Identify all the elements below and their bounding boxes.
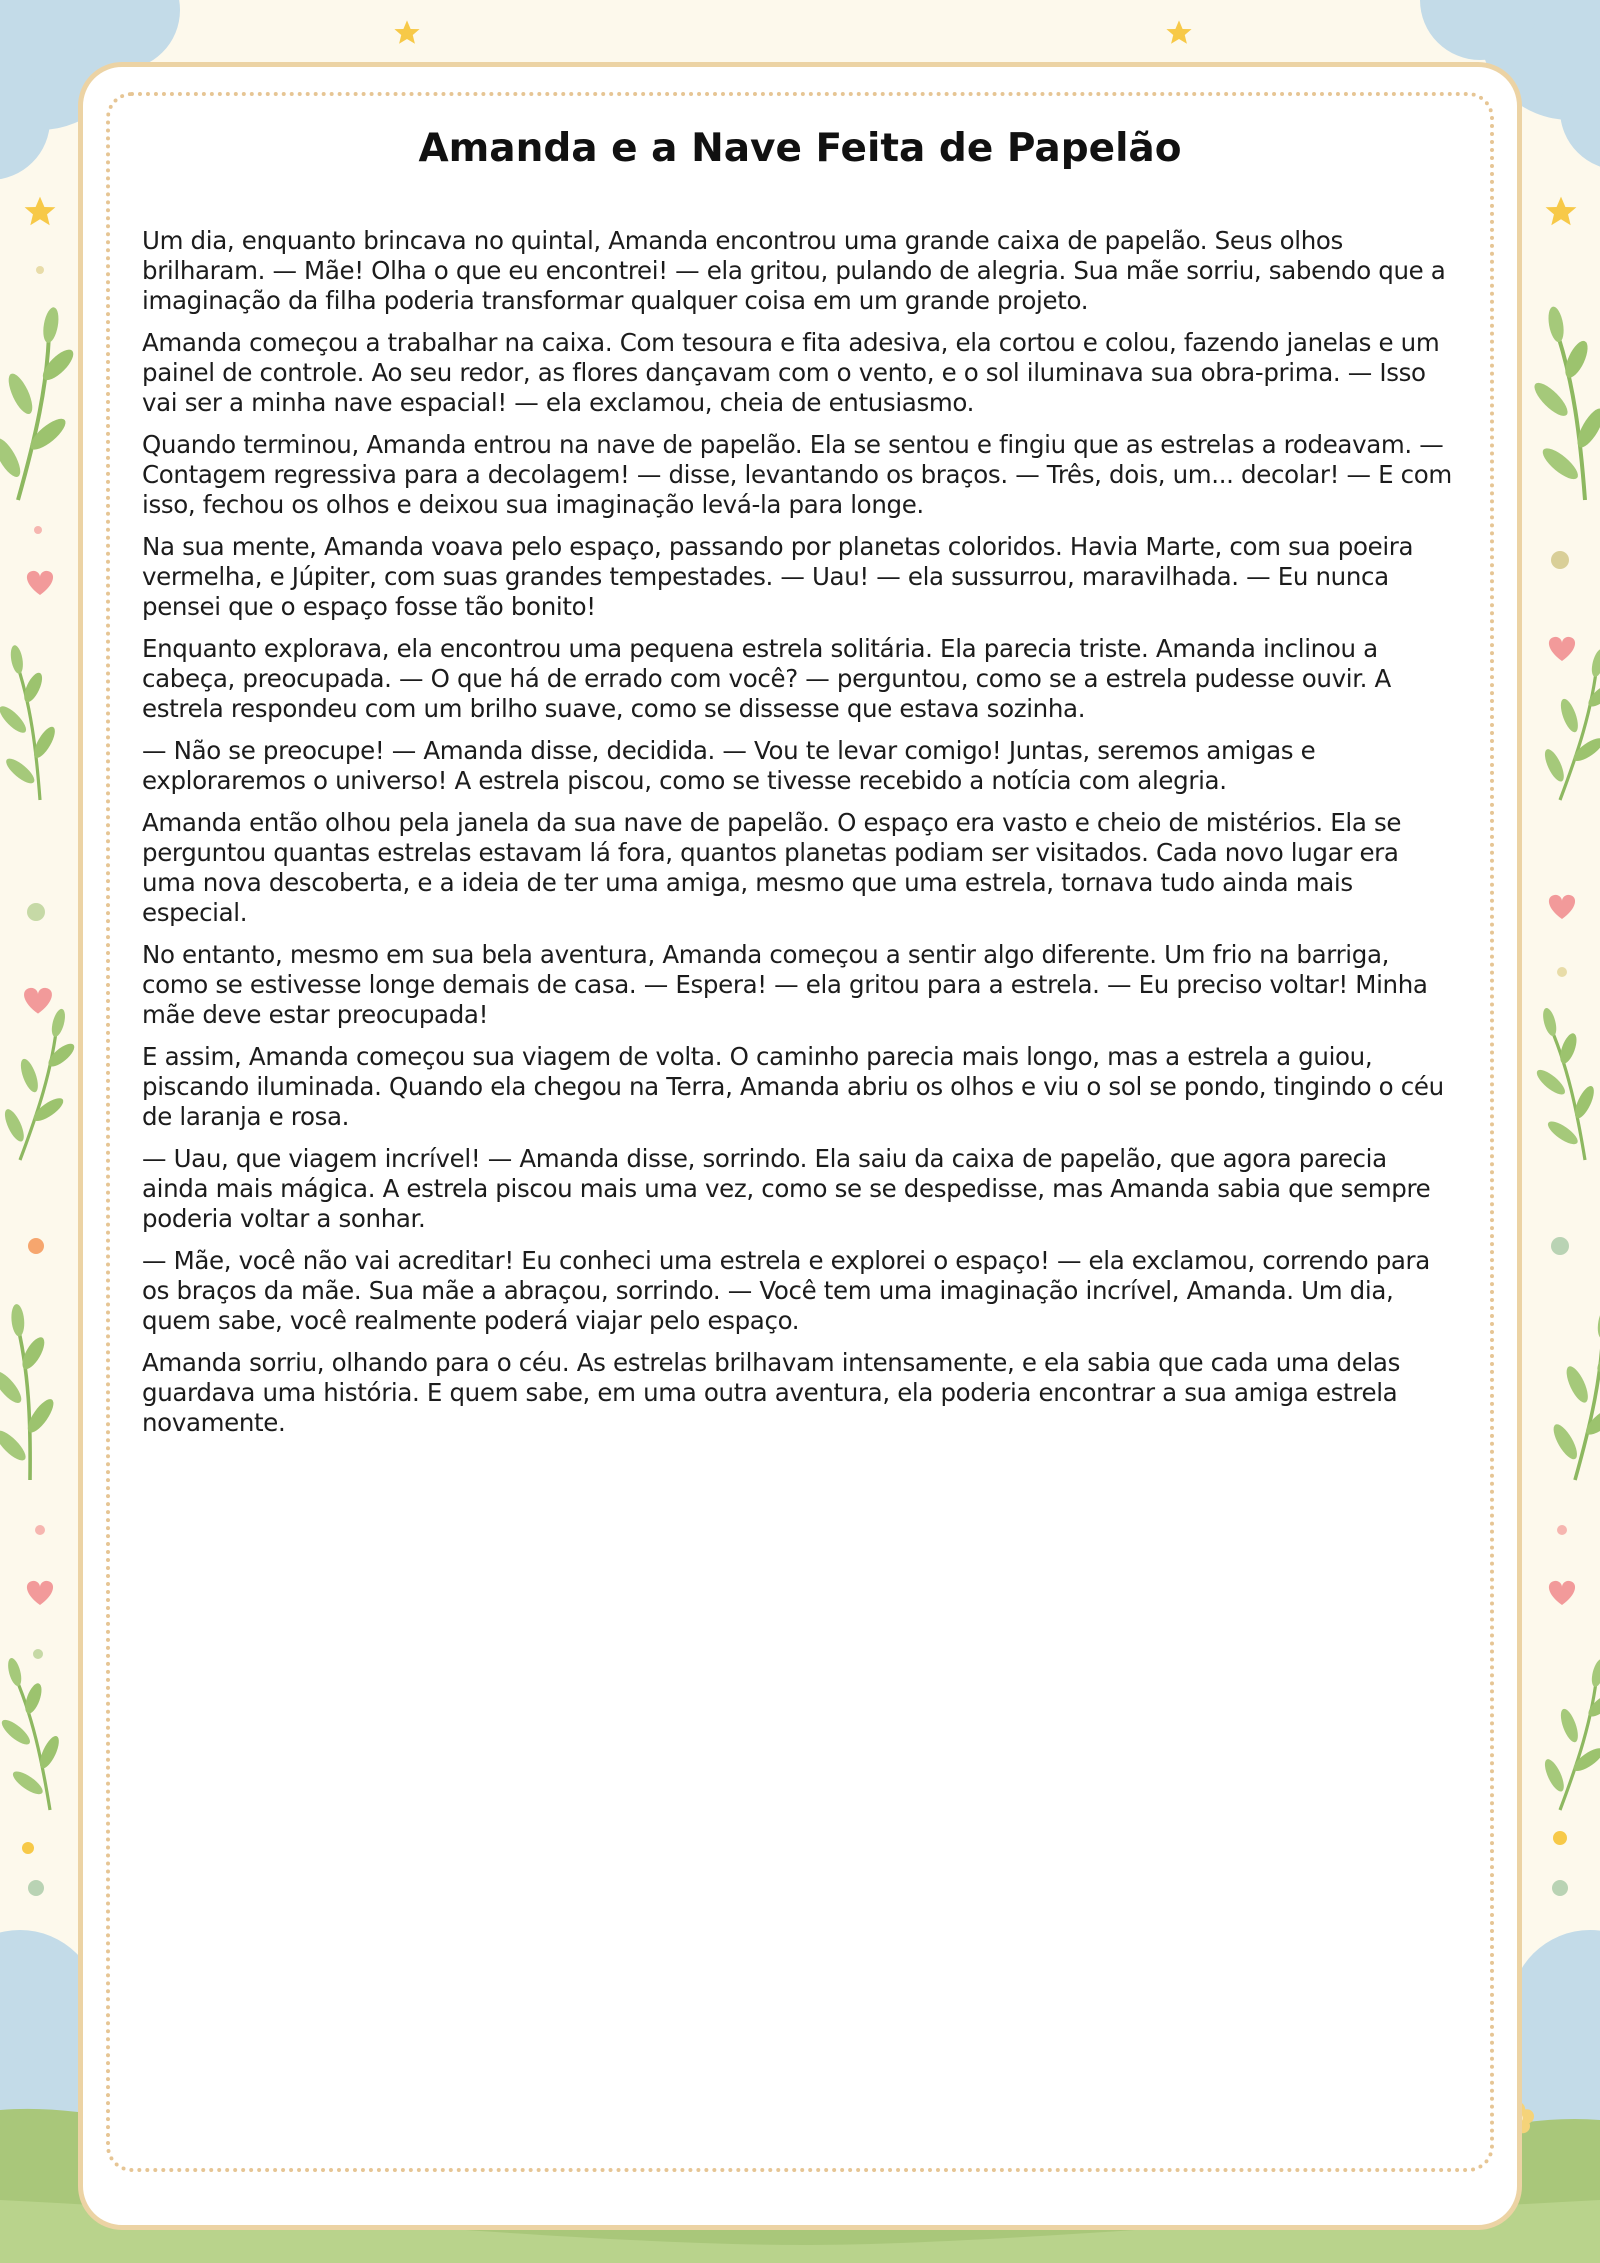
story-paragraph: — Mãe, você não vai acreditar! Eu conheci uma estrela e explorei o espaço! — ela exclamou, correndo para os braços da mãe. Sua mãe a abraçou, sorrindo. — Você tem uma imaginação incrível, Amanda. Um dia, quem sabe, você realmente poderá viajar pelo espaço.	[142, 1246, 1430, 1335]
leaf-icon	[1513, 300, 1600, 506]
leaf-icon	[1515, 1001, 1600, 1168]
leaf-icon	[0, 640, 70, 805]
heart-icon	[1549, 895, 1575, 919]
heart-icon	[24, 988, 52, 1014]
heart-icon	[27, 1581, 53, 1605]
story-title: Amanda e a Nave Feita de Papelão	[418, 126, 1182, 171]
leaf-icon	[0, 1651, 80, 1818]
star-icon	[25, 197, 56, 226]
story-paragraph: Amanda sorriu, olhando para o céu. As estrelas brilhavam intensamente, e ela sabia que cada uma delas guardava uma história. E quem sabe, em uma outra aventura, ela poderia encontrar a sua amiga estrela novamente.	[142, 1348, 1400, 1437]
story-paragraph: — Uau, que viagem incrível! — Amanda disse, sorrindo. Ela saiu da caixa de papelão, que agora parecia ainda mais mágica. A estrela piscou mais uma vez, como se se despedisse, mas Amanda sabia que sempre poderia voltar a sonhar.	[142, 1144, 1431, 1233]
story-paragraph: Enquanto explorava, ela encontrou uma pequena estrela solitária. Ela parecia triste. Amanda inclinou a cabeça, preocupada. — O que há de errado com você? — perguntou, como se a estrela pudesse ouvir. A estrela respondeu com um brilho suave, como se dissesse que estava sozinha.	[142, 634, 1391, 723]
leaf-icon	[1541, 1300, 1600, 1486]
story-paragraph: Quando terminou, Amanda entrou na nave de papelão. Ela se sentou e fingiu que as estrelas a rodeavam. — Contagem regressiva para a decolagem! — disse, levantando os braços. — Três, dois, um... decolar! — E com isso, fechou os olhos e deixou sua imaginação levá-la para longe.	[142, 430, 1452, 519]
leaf-icon	[0, 300, 90, 506]
story-paragraph: E assim, Amanda começou sua viagem de volta. O caminho parecia mais longo, mas a estrela a guiou, piscando iluminada. Quando ela chegou na Terra, Amanda abriu os olhos e viu o sol se pondo, tingindo o céu de laranja e rosa.	[142, 1042, 1444, 1131]
story-paragraph: — Não se preocupe! — Amanda disse, decidida. — Vou te levar comigo! Juntas, seremos amigas e exploraremos o universo! A estrela piscou, como se tivesse recebido a notícia com alegria.	[142, 736, 1316, 795]
star-icon	[1166, 20, 1191, 43]
star-icon	[1546, 197, 1577, 226]
heart-icon	[1549, 1581, 1575, 1605]
story-paragraph: Amanda então olhou pela janela da sua nave de papelão. O espaço era vasto e cheio de mistérios. Ela se perguntou quantas estrelas estavam lá fora, quantos planetas podiam ser visitados. Cada novo lugar era uma nova descoberta, e a ideia de ter uma amiga, mesmo que uma estrela, tornava tudo ainda mais especial.	[142, 808, 1402, 927]
story-paragraph: Na sua mente, Amanda voava pelo espaço, passando por planetas coloridos. Havia Marte, com sua poeira vermelha, e Júpiter, com suas grandes tempestades. — Uau! — ela sussurrou, maravilhada. — Eu nunca pensei que o espaço fosse tão bonito!	[142, 532, 1414, 621]
story-paragraph: Um dia, enquanto brincava no quintal, Amanda encontrou uma grande caixa de papelão. Seus olhos brilharam. — Mãe! Olha o que eu encontrei! — ela gritou, pulando de alegria. Sua mãe sorriu, sabendo que a imaginação da filha poderia transformar qualquer coisa em um grande projeto.	[142, 226, 1446, 315]
star-icon	[394, 20, 419, 43]
heart-icon	[1549, 637, 1575, 661]
story-body	[142, 226, 1458, 1450]
leaf-icon	[1530, 641, 1600, 808]
leaf-icon	[0, 1001, 90, 1168]
story-paragraph: Amanda começou a trabalhar na caixa. Com tesoura e fita adesiva, ela cortou e colou, fazendo janelas e um painel de controle. Ao seu redor, as flores dançavam com o vento, e o sol iluminava sua obra-prima. — Isso vai ser a minha nave espacial! — ela exclamou, cheia de entusiasmo.	[142, 328, 1440, 417]
leaf-icon	[0, 1301, 64, 1483]
leaf-icon	[1530, 1651, 1600, 1818]
heart-icon	[27, 571, 53, 595]
story-paragraph: No entanto, mesmo em sua bela aventura, Amanda começou a sentir algo diferente. Um frio na barriga, como se estivesse longe demais de casa. — Espera! — ela gritou para a estrela. — Eu preciso voltar! Minha mãe deve estar preocupada!	[142, 940, 1428, 1029]
